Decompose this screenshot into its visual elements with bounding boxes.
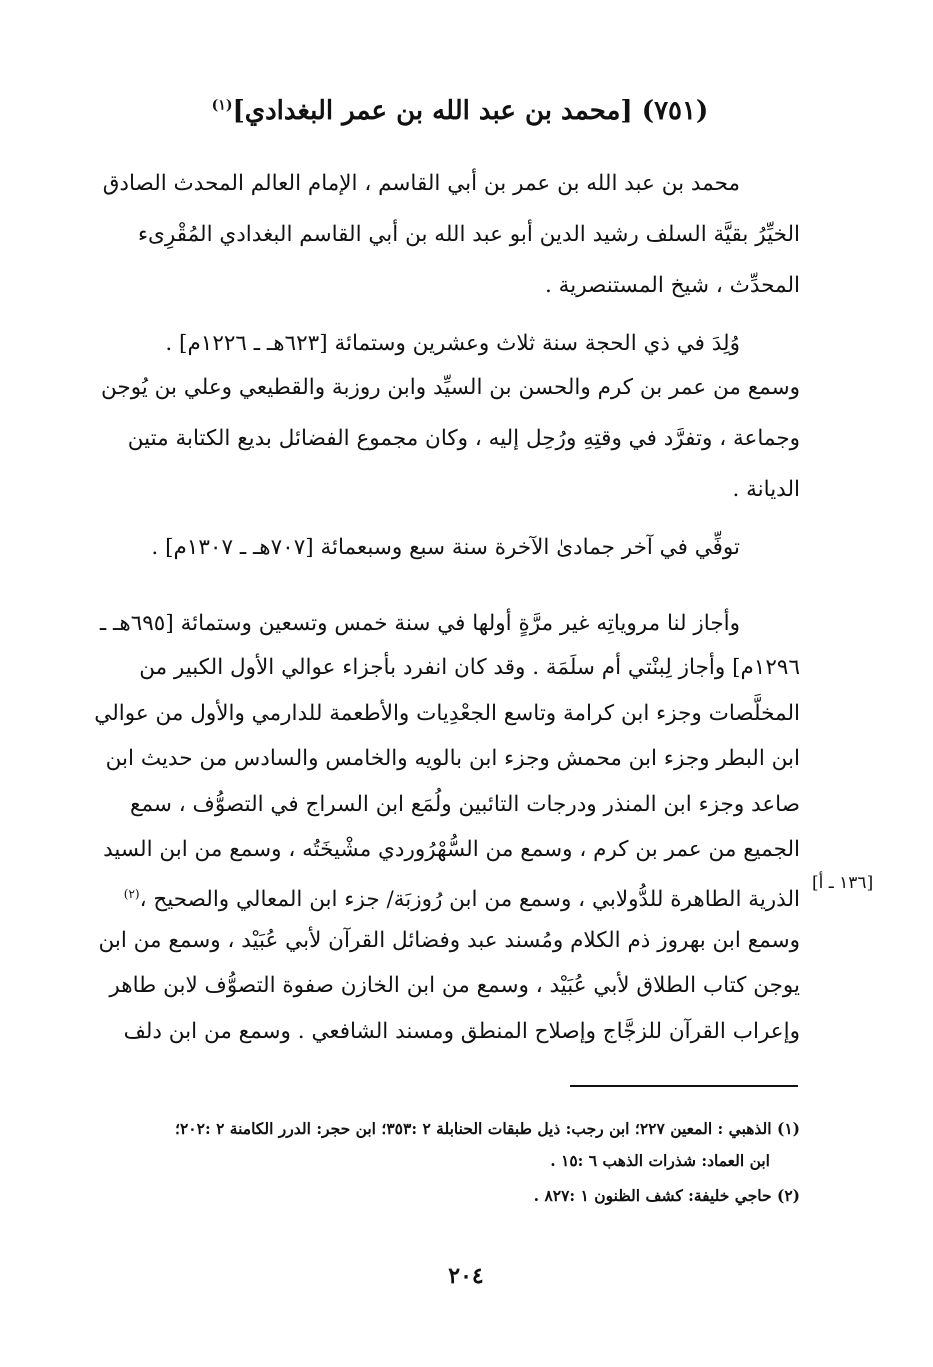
paragraph-5-line-4: ابن البطر وجزء ابن محمش وجزء ابن بالويه والخامس والسادس من حديث ابن xyxy=(105,746,800,771)
paragraph-5-line-8: وسمع ابن بهروز ذم الكلام ومُسند عبد وفضائل القرآن لأبي عُبَيْد ، وسمع من ابن xyxy=(98,928,800,953)
paragraph-1-line-3: المحدِّث ، شيخ المستنصرية . xyxy=(545,273,800,298)
paragraph-1-line-1: محمد بن عبد الله بن عمر بن أبي القاسم ، الإمام العالم المحدث الصادق xyxy=(102,171,740,196)
footnote-1: (١) الذهبي : المعين ٢٢٧؛ ابن رجب: ذيل طبقات الحنابلة ٢ :٣٥٣؛ ابن حجر: الدرر الكامنة ٢ :٢٠٢؛ xyxy=(175,1119,800,1138)
footnote-1-continued: ابن العماد: شذرات الذهب ٦ :١٥ . xyxy=(550,1151,770,1170)
heading-footnote-ref: (١) xyxy=(211,97,233,114)
margin-folio-note: [١٣٦ ـ أ] xyxy=(812,873,874,893)
paragraph-5-line-2: ١٢٩٦م] وأجاز لِبنْتي أم سلَمَة . وقد كان انفرد بأجزاء عوالي الأول الكبير من xyxy=(139,655,800,680)
page-number: ٢٠٤ xyxy=(448,1263,484,1289)
footnote-2: (٢) حاجي خليفة: كشف الظنون ١ :٨٢٧ . xyxy=(533,1186,800,1205)
entry-heading xyxy=(100,96,820,126)
paragraph-4-line-1: توفِّي في آخر جمادىٰ الآخرة سنة سبع وسبعمائة [٧٠٧هـ ـ ١٣٠٧م] . xyxy=(151,535,740,560)
footnote-separator xyxy=(570,1085,798,1087)
paragraph-5-line-9: يوجن كتاب الطلاق لأبي عُبَيْد ، وسمع من ابن الخازن صفوة التصوُّف لابن طاهر xyxy=(109,973,800,998)
paragraph-5-line-10: وإعراب القرآن للزجَّاج وإصلاح المنطق ومسند الشافعي . وسمع من ابن دلف xyxy=(123,1019,800,1044)
paragraph-3-line-1: وسمع من عمر بن كرم والحسن بن السيِّد وابن روزبة والقطيعي وعلي بن يُوجن xyxy=(101,375,800,400)
paragraph-3-line-3: الديانة . xyxy=(732,477,800,502)
paragraph-2-line-1: وُلِدَ في ذي الحجة سنة ثلاث وعشرين وستمائة [٦٢٣هـ ـ ١٢٢٦م] . xyxy=(165,331,740,356)
paragraph-5-line-5: صاعد وجزء ابن المنذر ودرجات التائبين ولُمَع ابن السراج في التصوُّف ، سمع xyxy=(130,792,800,817)
paragraph-5-line-3: المخلَّصات وجزء ابن كرامة وتاسع الجعْدِيات والأطعمة للدارمي والأول من عوالي xyxy=(94,701,800,726)
paragraph-5-line-7-text: الذرية الطاهرة للدُّولابي ، وسمع من ابن رُوزبَة/ جزء ابن المعالي والصحيح ، xyxy=(139,887,800,913)
inline-footnote-ref: (٢) xyxy=(123,887,140,901)
paragraph-5-line-6: الجميع من عمر بن كرم ، وسمع من السُّهْرُوردي مشْيخَتُه ، وسمع من ابن السيد xyxy=(103,837,800,862)
entry-title: (٧٥١) [محمد بن عبد الله بن عمر البغدادي] xyxy=(232,96,709,126)
paragraph-3-line-2: وجماعة ، وتفرَّد في وقتِهِ ورُحِل إليه ، وكان مجموع الفضائل بديع الكتابة متين xyxy=(127,426,800,451)
paragraph-1-line-2: الخيِّرُ بقيَّة السلف رشيد الدين أبو عبد الله بن أبي القاسم البغدادي المُقْرِىء xyxy=(137,222,800,247)
paragraph-5-line-1: وأجاز لنا مروياتِه غير مرَّةٍ أولها في سنة خمس وتسعين وستمائة [٦٩٥هـ ـ xyxy=(99,611,740,636)
